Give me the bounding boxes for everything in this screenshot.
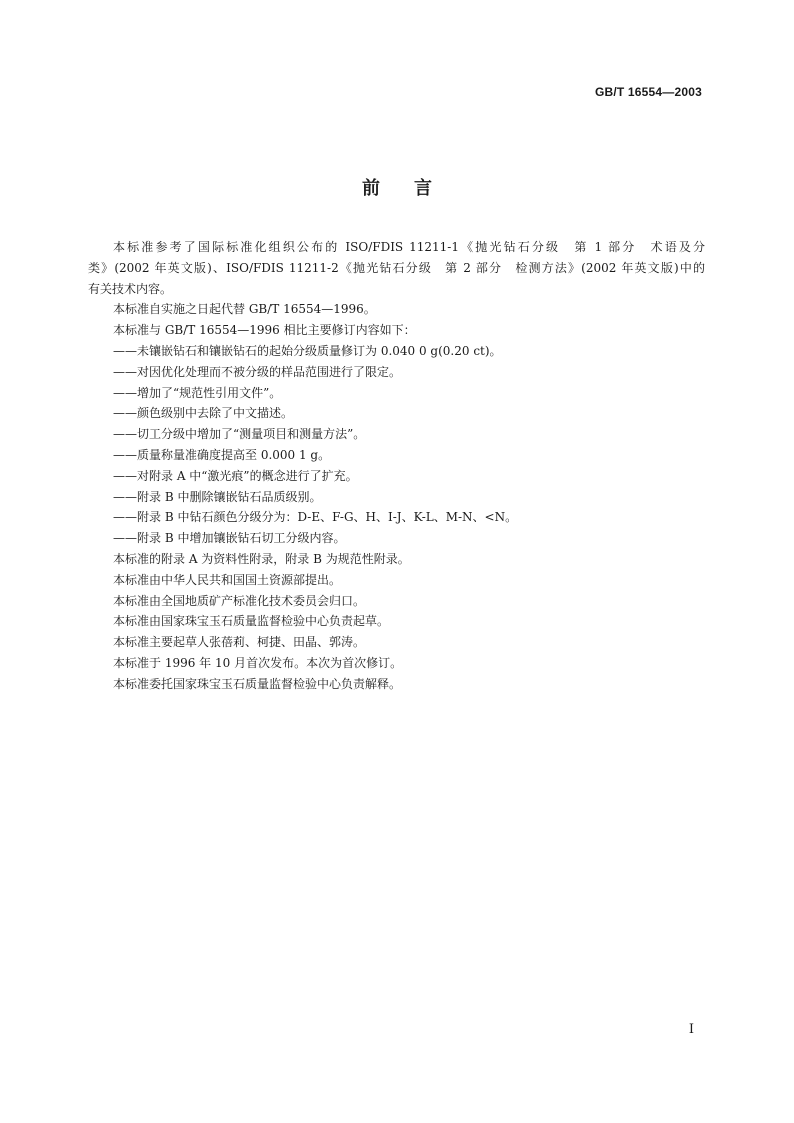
history-paragraph: 本标准于 1996 年 10 月首次发布。本次为首次修订。 bbox=[113, 655, 403, 670]
drafters-paragraph: 本标准主要起草人张蓓莉、柯捷、田晶、郭涛。 bbox=[113, 635, 366, 650]
intro-paragraph-line-3: 有关技术内容。 bbox=[88, 281, 173, 296]
change-item: ——对因优化处理而不被分级的样品范围进行了限定。 bbox=[113, 364, 402, 379]
page-number: I bbox=[688, 1022, 694, 1037]
changes-intro-paragraph: 本标准与 GB/T 16554—1996 相比主要修订内容如下： bbox=[113, 323, 416, 338]
drafted-by-paragraph: 本标准由国家珠宝玉石质量监督检验中心负责起草。 bbox=[113, 614, 390, 629]
change-item: ——切工分级中增加了“测量项目和测量方法”。 bbox=[113, 427, 366, 442]
standard-code-header: GB/T 16554—2003 bbox=[594, 85, 702, 99]
change-item: ——附录 B 中钻石颜色分级分为：D-E、F-G、H、I-J、K-L、M-N、<N。 bbox=[113, 510, 518, 525]
intro-paragraph-line-1: 本标准参考了国际标准化组织公布的 ISO/FDIS 11211-1《抛光钻石分级 第 1 部分 术语及分 bbox=[113, 240, 705, 254]
intro-paragraph-line-2: 类》(2002 年英文版)、ISO/FDIS 11211-2《抛光钻石分级 第 2 部分 检测方法》(2002 年英文版)中的 bbox=[88, 260, 705, 275]
foreword-body bbox=[88, 237, 705, 695]
page-title: 前言 bbox=[362, 178, 466, 199]
change-item: ——颜色级别中去除了中文描述。 bbox=[113, 406, 294, 421]
change-item: ——质量称量准确度提高至 0.000 1 g。 bbox=[113, 447, 331, 462]
annex-paragraph: 本标准的附录 A 为资料性附录，附录 B 为规范性附录。 bbox=[113, 551, 410, 566]
replaces-paragraph: 本标准自实施之日起代替 GB/T 16554—1996。 bbox=[113, 302, 376, 317]
change-item: ——附录 B 中删除镶嵌钻石品质级别。 bbox=[113, 489, 322, 504]
change-item: ——未镶嵌钻石和镶嵌钻石的起始分级质量修订为 0.040 0 g(0.20 ct)。 bbox=[113, 343, 502, 358]
change-item: ——增加了“规范性引用文件”。 bbox=[113, 385, 282, 400]
interpretation-paragraph: 本标准委托国家珠宝玉石质量监督检验中心负责解释。 bbox=[113, 676, 402, 691]
change-item: ——附录 B 中增加镶嵌钻石切工分级内容。 bbox=[113, 531, 346, 546]
managed-by-paragraph: 本标准由全国地质矿产标准化技术委员会归口。 bbox=[113, 593, 366, 608]
proposer-paragraph: 本标准由中华人民共和国国土资源部提出。 bbox=[113, 572, 342, 587]
change-item: ——对附录 A 中“激光痕”的概念进行了扩充。 bbox=[113, 468, 358, 483]
